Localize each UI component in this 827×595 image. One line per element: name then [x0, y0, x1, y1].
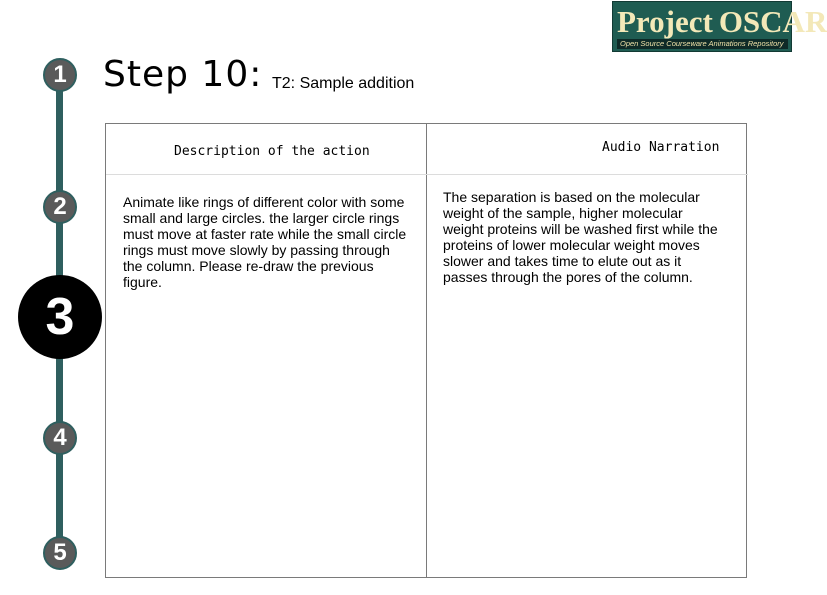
logo-word-project: Project — [617, 4, 713, 39]
action-narration-table — [105, 123, 747, 578]
step-indicator-2[interactable] — [43, 190, 77, 224]
logo-word-oscar: OSCAR — [718, 4, 827, 39]
header-divider — [106, 174, 748, 175]
step-indicator-3-current[interactable] — [18, 275, 102, 359]
step-number: 4 — [53, 424, 67, 451]
narration-column-header: Audio Narration — [602, 140, 720, 155]
column-divider — [426, 124, 427, 577]
narration-text: The separation is based on the molecular weight of the sample, higher molecular weight proteins will be washed first while the proteins of lower molecular weight moves slower and takes time to elute out as it passes through the pores of the column. — [443, 189, 718, 285]
step-indicator-5[interactable] — [43, 536, 77, 570]
page-subtitle: T2: Sample addition — [272, 75, 415, 92]
description-text: Animate like rings of different color with some small and large circles. the larger circle rings must move at faster rate while the small circle rings must move slowly by passing through the column. Please re-draw the previous figure. — [123, 194, 407, 290]
project-oscar-logo — [612, 1, 827, 52]
step-indicator-4[interactable] — [43, 421, 77, 455]
logo-tagline: Open Source Courseware Animations Repository — [617, 39, 788, 49]
step-number: 3 — [45, 288, 75, 346]
page-title: Step 10: — [103, 54, 263, 95]
step-number: 2 — [53, 193, 67, 220]
step-number: 5 — [53, 539, 67, 566]
description-column-header: Description of the action — [174, 144, 370, 159]
step-number: 1 — [53, 61, 67, 88]
step-indicator-1[interactable] — [43, 58, 77, 92]
